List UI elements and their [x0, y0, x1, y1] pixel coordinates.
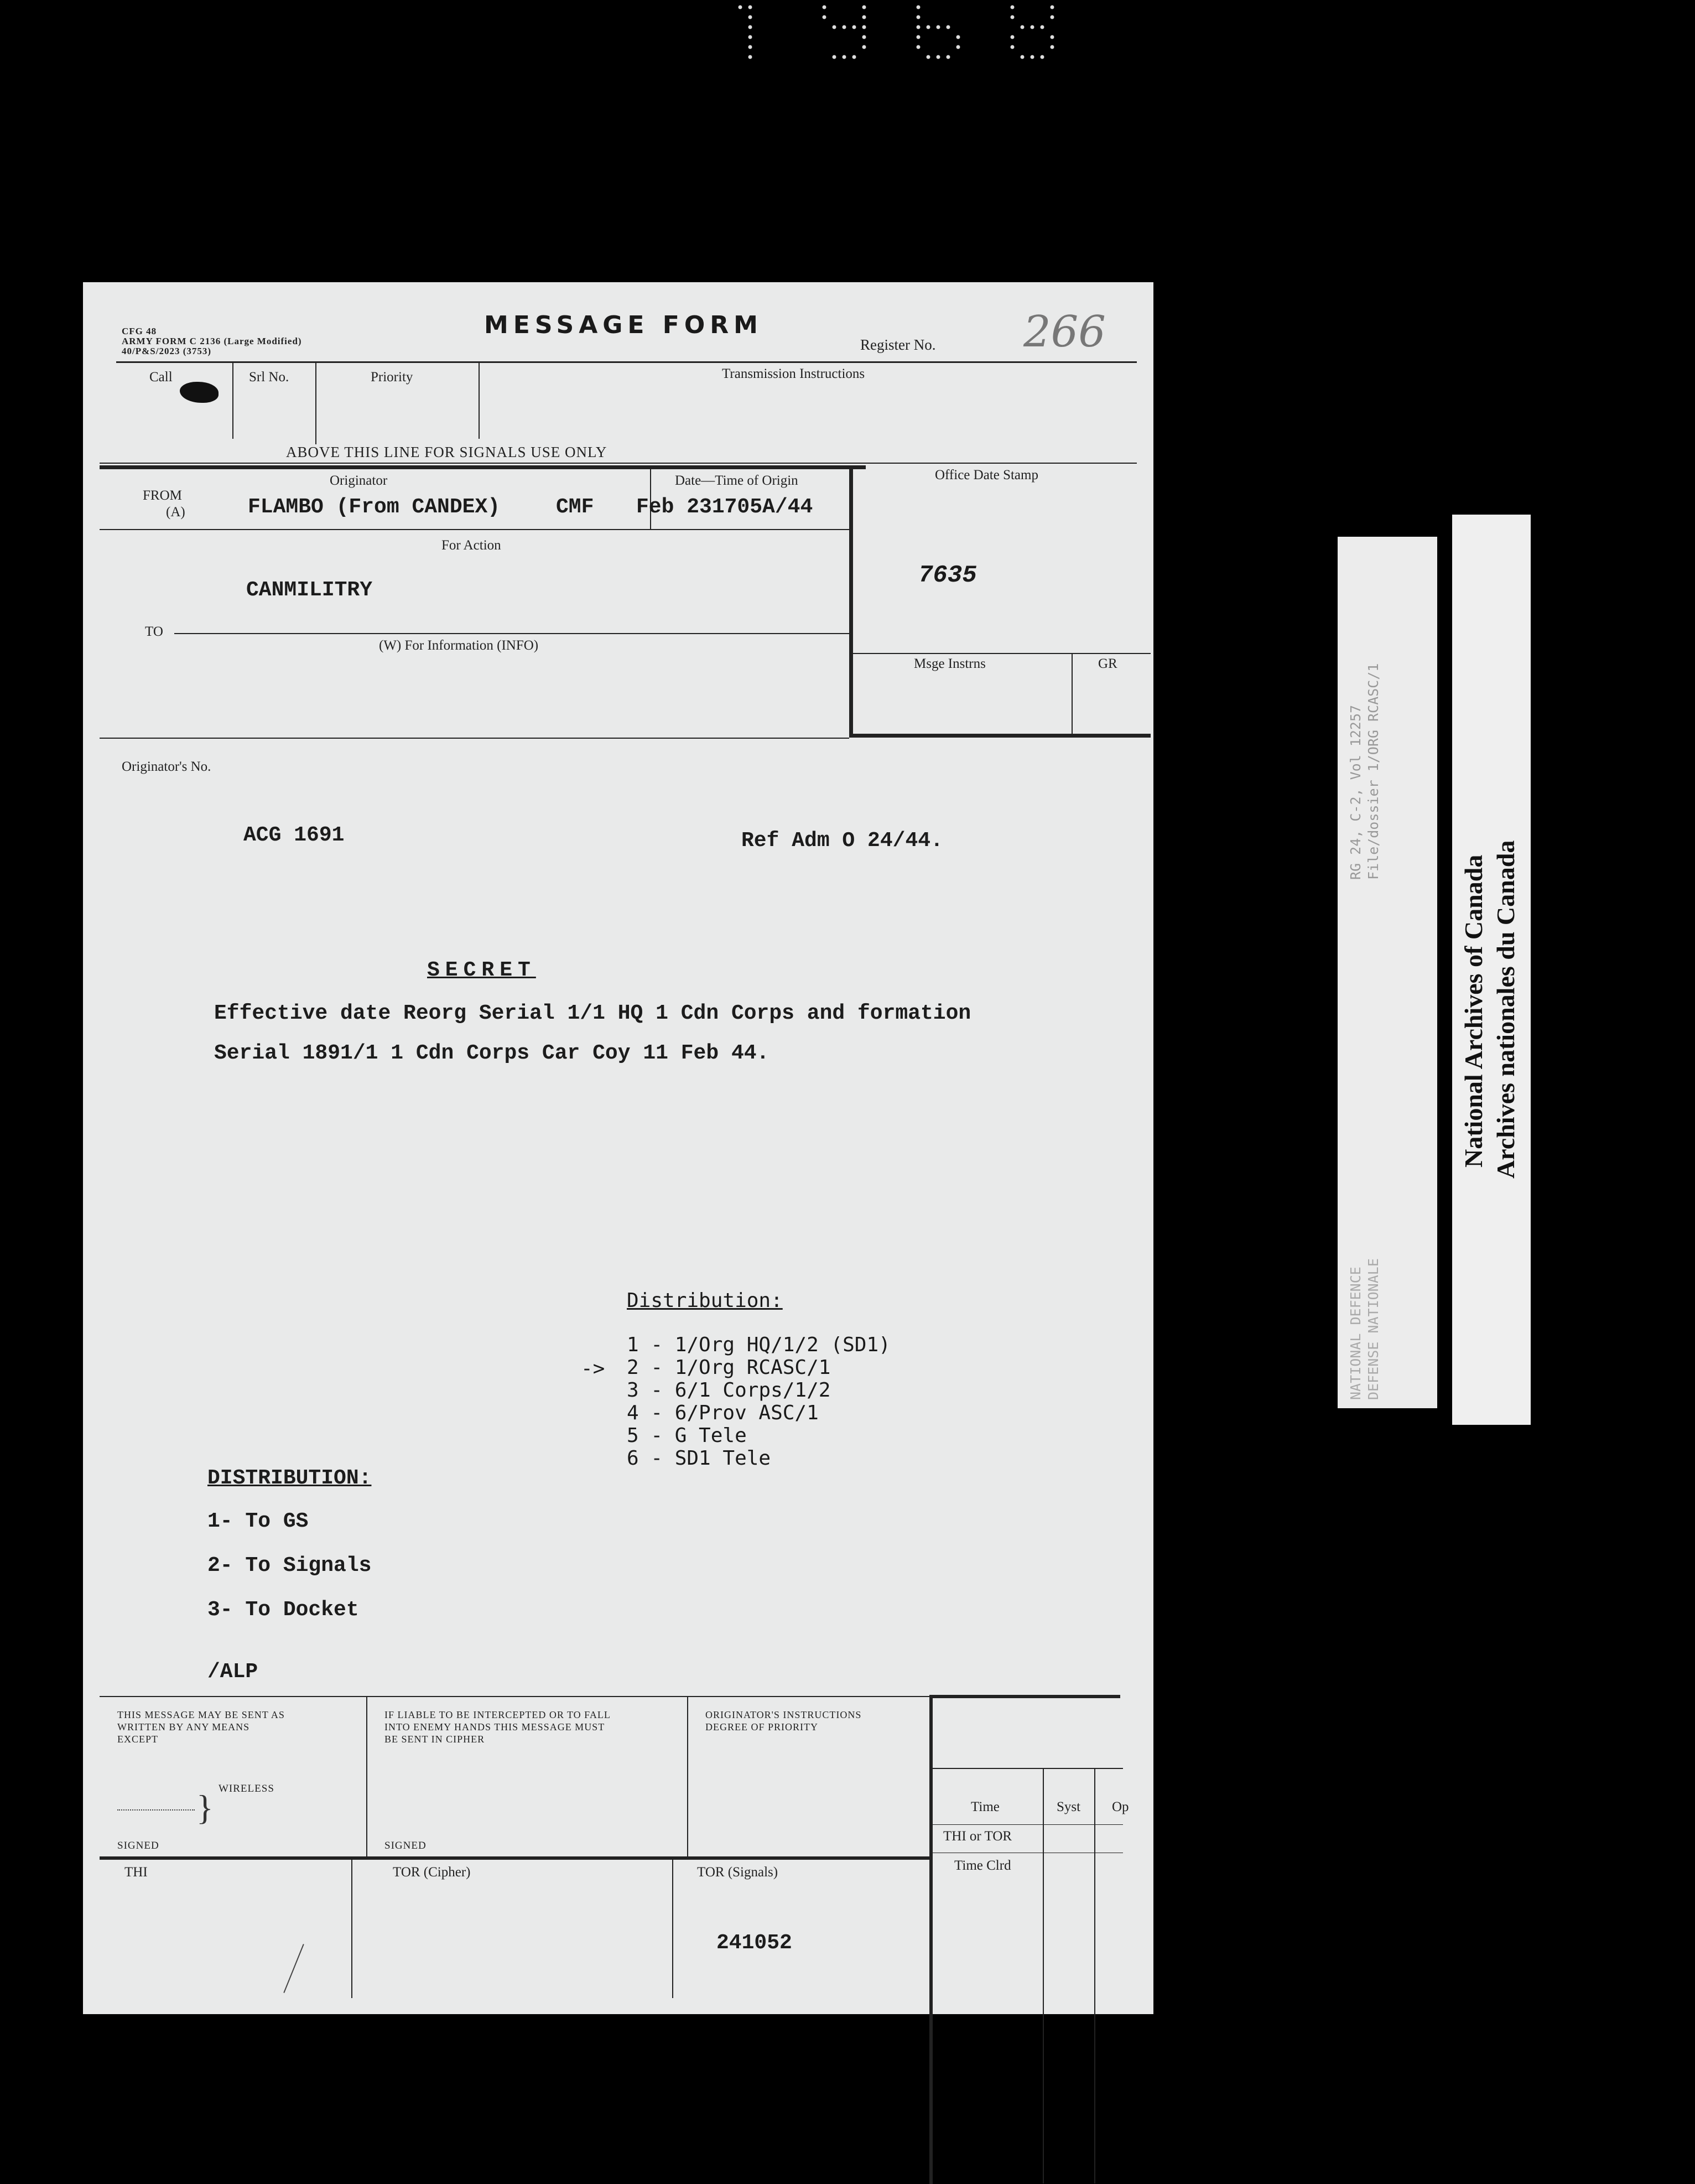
from-label: FROM: [143, 488, 182, 503]
thi-tor-label: THI or TOR: [943, 1829, 1012, 1844]
year-dot: [1051, 45, 1054, 49]
info-label: (W) For Information (INFO): [379, 638, 539, 653]
reference-value: Ref Adm O 24/44.: [741, 829, 943, 853]
year-dot: [748, 15, 752, 19]
year-dot: [1021, 25, 1025, 29]
year-dot: [947, 55, 950, 59]
year-dot: [1041, 55, 1044, 59]
tor-cipher-label: TOR (Cipher): [393, 1865, 471, 1880]
year-dot: [852, 25, 856, 29]
year-dot: [917, 45, 921, 49]
year-dot: [947, 25, 950, 29]
archive-label-line: Archives nationales du Canada: [1491, 840, 1520, 1179]
year-dot: [833, 55, 836, 59]
year-dot: [748, 55, 752, 59]
to-value: CANMILITRY: [246, 578, 373, 602]
written-note-line: EXCEPT: [117, 1734, 159, 1745]
year-dot: [937, 55, 940, 59]
department-line: DEFENSE NATIONALE: [1365, 1258, 1381, 1400]
originator-value: FLAMBO (From CANDEX): [248, 495, 501, 519]
dtg-label: Date—Time of Origin: [675, 473, 798, 488]
cipher-note-line: BE SENT IN CIPHER: [384, 1734, 485, 1745]
originator-label: Originator: [330, 473, 388, 488]
distribution-right-item: 5 - G Tele: [627, 1424, 747, 1447]
year-dot: [917, 35, 921, 39]
distribution-left-item: 3- To Docket: [207, 1598, 359, 1622]
form-code-line: 40/P&S/2023 (3753): [122, 346, 212, 356]
gr-label: GR: [1098, 656, 1117, 671]
year-dot: [1051, 15, 1054, 19]
office-stamp-value: 7635: [918, 562, 977, 589]
year-dot: [1051, 35, 1054, 39]
distribution-right-item: 4 - 6/Prov ASC/1: [627, 1402, 819, 1424]
tor-signals-value: 241052: [716, 1931, 792, 1955]
year-dot: [1031, 55, 1034, 59]
time-label: Time: [971, 1799, 1000, 1814]
year-dot: [862, 15, 866, 19]
originators-no-label: Originator's No.: [122, 759, 211, 774]
year-dot: [862, 35, 866, 39]
year-dot: [937, 25, 940, 29]
archive-reference-line: RG 24, C-2, Vol 12257: [1348, 704, 1364, 880]
pen-stroke: [283, 1944, 304, 1993]
year-dot: [852, 55, 856, 59]
year-dot: [1021, 55, 1025, 59]
year-dot: [917, 25, 921, 29]
year-dot-matrix: [719, 0, 1095, 72]
year-dot: [748, 6, 752, 9]
archive-label-strip: [1452, 515, 1531, 1425]
cipher-note-line: IF LIABLE TO BE INTERCEPTED OR TO FALL: [384, 1709, 611, 1720]
priority-label: Priority: [371, 370, 413, 385]
cipher-note: [384, 1709, 611, 1745]
register-label: Register No.: [860, 336, 936, 353]
cipher-note-line: INTO ENEMY HANDS THIS MESSAGE MUST: [384, 1721, 605, 1732]
tor-signals-label: TOR (Signals): [697, 1865, 778, 1880]
year-dot: [823, 6, 826, 9]
cmf-value: CMF: [556, 495, 594, 519]
message-form-page: [83, 282, 1153, 2014]
distribution-right-item: 3 - 6/1 Corps/1/2: [627, 1379, 831, 1402]
from-sub-label: (A): [166, 505, 185, 520]
year-dot: [956, 45, 960, 49]
year-dot: [862, 45, 866, 49]
form-code-line: CFG 48: [122, 326, 157, 336]
distribution-right-item: 2 - 1/Org RCASC/1: [627, 1356, 831, 1379]
office-stamp-label: Office Date Stamp: [935, 468, 1038, 483]
year-dot: [927, 55, 930, 59]
register-handwritten: 266: [1023, 307, 1106, 357]
year-dot: [843, 55, 846, 59]
year-dot: [927, 25, 930, 29]
distribution-right-item: 1 - 1/Org HQ/1/2 (SD1): [627, 1334, 891, 1356]
year-dot: [748, 45, 752, 49]
year-dot: [823, 15, 826, 19]
year-dot: [843, 25, 846, 29]
initials: /ALP: [207, 1660, 258, 1684]
transmission-label: Transmission Instructions: [722, 366, 865, 381]
written-note: [117, 1709, 285, 1745]
body-line: Effective date Reorg Serial 1/1 HQ 1 Cdn Corps and formation: [214, 1002, 971, 1025]
secret-heading: SECRET: [427, 958, 536, 982]
thi-label: THI: [124, 1865, 148, 1880]
to-label: TO: [145, 624, 163, 639]
body-line: Serial 1891/1 1 Cdn Corps Car Coy 11 Feb 44.: [214, 1041, 769, 1065]
signed-label: SIGNED: [384, 1840, 427, 1851]
year-dot: [748, 25, 752, 29]
originator-instructions-line: DEGREE OF PRIORITY: [705, 1721, 819, 1732]
form-code-line: ARMY FORM C 2136 (Large Modified): [122, 336, 302, 346]
year-dot: [862, 25, 866, 29]
year-dot: [1011, 45, 1015, 49]
originators-no-value: ACG 1691: [243, 823, 345, 847]
originator-instructions-line: ORIGINATOR'S INSTRUCTIONS: [705, 1709, 862, 1720]
archive-reference-strip: [1338, 537, 1437, 1408]
syst-label: Syst: [1057, 1799, 1081, 1814]
wireless-dotted-line: [117, 1809, 195, 1811]
arrow-mark: ->: [581, 1357, 605, 1380]
distribution-left-heading: DISTRIBUTION:: [207, 1466, 372, 1490]
year-dot: [1051, 6, 1054, 9]
wireless-label: WIRELESS: [219, 1783, 274, 1794]
year-dot: [917, 6, 921, 9]
department-line: NATIONAL DEFENCE: [1348, 1267, 1364, 1400]
distribution-right-item: 6 - SD1 Tele: [627, 1447, 771, 1470]
originator-instructions: [705, 1709, 861, 1733]
redaction-blot: [180, 382, 219, 403]
srl-label: Srl No.: [249, 370, 289, 385]
year-dot: [917, 15, 921, 19]
year-dot: [739, 6, 742, 9]
year-dot: [748, 35, 752, 39]
call-label: Call: [149, 370, 173, 385]
time-clrd-label: Time Clrd: [954, 1858, 1011, 1873]
year-dot: [1041, 25, 1044, 29]
distribution-right-heading: Distribution:: [627, 1289, 783, 1312]
archive-label-line: National Archives of Canada: [1459, 854, 1488, 1168]
year-dot: [1031, 25, 1034, 29]
year-dot: [1011, 6, 1015, 9]
form-code: [122, 326, 302, 356]
dtg-value: Feb 231705A/44: [636, 495, 813, 519]
archive-reference-line: File/dossier 1/ORG RCASC/1: [1365, 663, 1381, 880]
year-dot: [1011, 15, 1015, 19]
msge-instrns-label: Msge Instrns: [914, 656, 986, 671]
for-action-label: For Action: [441, 538, 501, 553]
form-title: MESSAGE FORM: [484, 311, 763, 339]
written-note-line: WRITTEN BY ANY MEANS: [117, 1721, 250, 1732]
distribution-left-item: 2- To Signals: [207, 1554, 372, 1578]
year-dot: [1011, 35, 1015, 39]
year-dot: [862, 6, 866, 9]
year-dot: [833, 25, 836, 29]
signed-label: SIGNED: [117, 1840, 159, 1851]
year-dot: [956, 35, 960, 39]
signals-only-note: ABOVE THIS LINE FOR SIGNALS USE ONLY: [286, 444, 607, 460]
op-label: Op: [1112, 1799, 1129, 1814]
written-note-line: THIS MESSAGE MAY BE SENT AS: [117, 1709, 285, 1720]
brace-mark: }: [196, 1788, 214, 1827]
distribution-left-item: 1- To GS: [207, 1509, 309, 1533]
distribution-right-list: [627, 1334, 891, 1470]
